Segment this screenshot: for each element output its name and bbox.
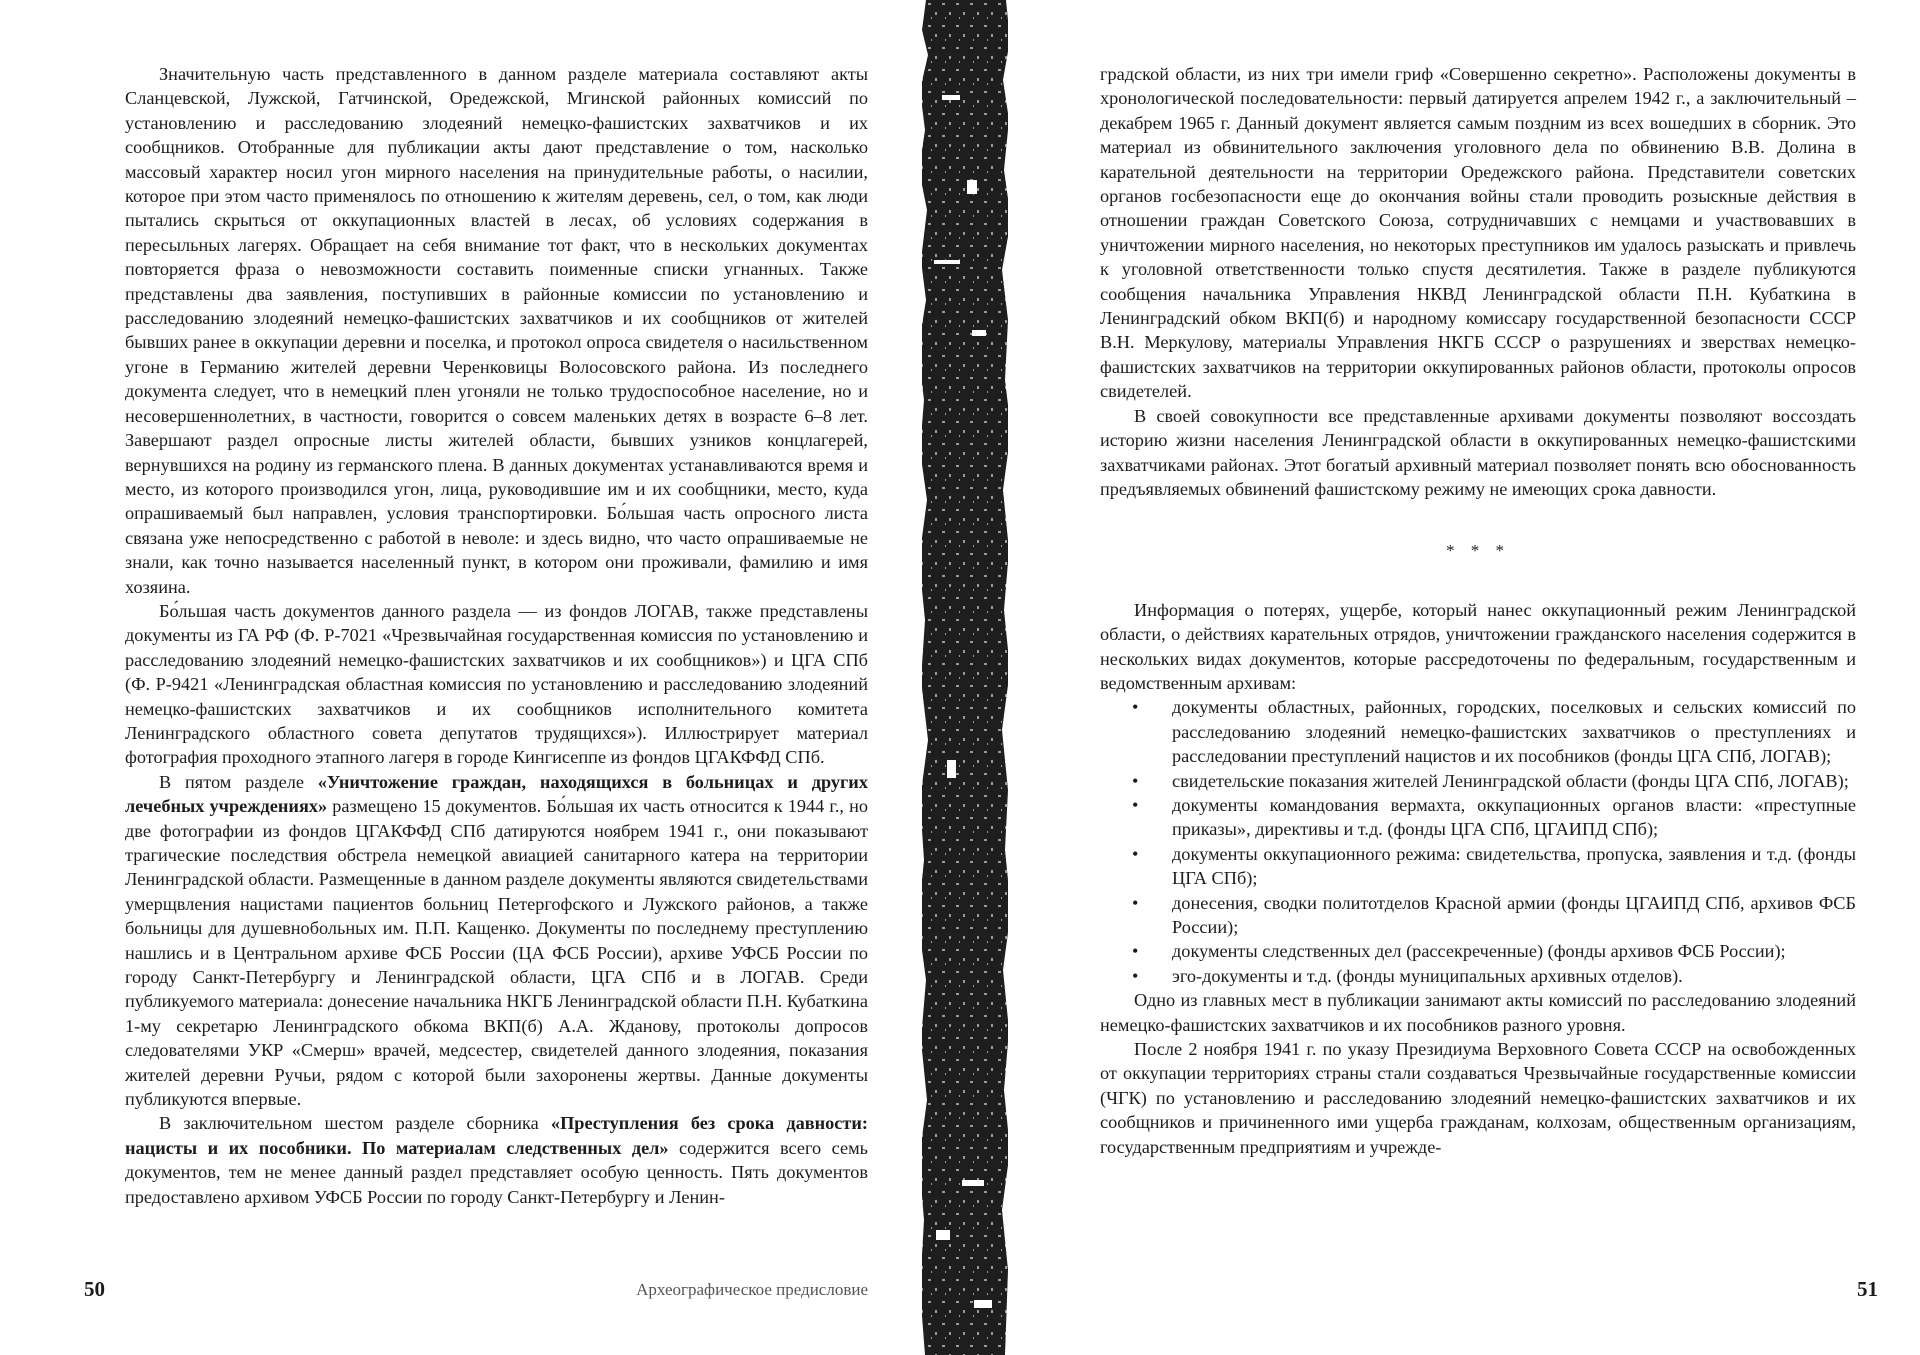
document-type-list [1100,695,1856,988]
page-number-right: 51 [1857,1277,1878,1301]
paragraph-text: размещено 15 документов. Бо́льшая их часть относится к 1944 г., но две фотографии из фондов ЦГАКФФД СПб датируются ноябрем 1941 г., они показывают трагические последствия обстрела немецкой авиацией санитарного катера на территории Ленинградской области. Размещенные в данном разделе документы являются свидетельствами умерщвления нацистами пациентов больниц Петергофского и Лужского районов, а также больницы для душевнобольных им. П.П. Кащенко. Документы по последнему преступлению нашлись и в Центральном архиве ФСБ России (ЦА ФСБ России), архиве УФСБ России по городу Санкт-Петербургу и Ленинградской области, ЦГА СПб и в ЛОГАВ. Среди публикуемого материала: донесение начальника НКГБ Ленинградской области П.Н. Кубаткина 1-му секретарю Ленинградского обкома ВКП(б) А.А. Жданову, протоколы допросов следователями УКР «Смерш» врачей, медсестер, свидетелей данного злодеяния, показания жителей деревни Ручьи, рядом с которой были захоронены жертвы. Данные документы публикуются впервые. [125,796,868,1110]
list-item: • свидетельские показания жителей Ленинградской области (фонды ЦГА СПб, ЛОГАВ); [1172,769,1856,793]
section-title-bold: «Уничтожение граждан, находящихся в больницах и других лечебных учреждениях» [125,771,868,817]
paragraph-section-five [125,770,868,1112]
paragraph: Значительную часть представленного в данном разделе материала составляют акты Сланцевской, Лужской, Гатчинской, Оредежской, Мгинской районных комиссий по установлению и расследованию злодеяний немецко-фашистских захватчиков и их сообщников. Отобранные для публикации акты дают представление о том, насколько массовый характер носил угон мирного населения на принудительные работы, о насилии, которое при этом часто применялось по отношению к жителям деревень, сел, о том, как люди пытались скрыться от оккупационных властей в лесах, об условиях содержания в пересыльных лагерях. Обращает на себя внимание тот факт, что в нескольких документах повторяется фраза о невозможности составить поименные списки угнанных. Также представлены два заявления, поступивших в районные комиссии по установлению и расследованию злодеяний немецко-фашистских захватчиков и их сообщников от жителей бывших ранее в оккупации деревни и поселка, и протокол опроса свидетеля о насильственном угоне в Германию жителей деревни Черенковицы Волосовского района. Из последнего документа следует, что в немецкий плен угоняли не только трудоспособное население, но и несовершеннолетних, в частности, говорится о совсем маленьких детях в возрасте 6–8 лет. Завершают раздел опросные листы жителей области, бывших узников концлагерей, вернувшихся на родину из германского плена. В данных документах устанавливаются время и место, из которого производился угон, лица, руководившие им и их сообщники, место, куда опрашиваемый был направлен, условия транспортировки. Бо́льшая часть опросного листа связана уже непосредственно с работой в неволе: и здесь видно, что часто опрашиваемые не знали, как точно называется населенный пункт, в котором они проживали, фамилию и имя хозяина. [125,64,868,597]
section-separator: * * * [1446,541,1510,561]
running-head: Археографическое предисловие [636,1280,868,1299]
list-item: • документы областных, районных, городских, поселковых и сельских комиссий по расследованию злодеяний немецко-фашистских захватчиков о преступлениях и расследовании преступлений нацистов и их пособников (фонды ЦГА СПб, ЛОГАВ); [1172,695,1856,768]
left-text-column [125,62,868,1209]
page-number-left: 50 [84,1277,105,1301]
paragraph-section-six [125,1111,868,1209]
list-item: • документы командования вермахта, оккупационных органов власти: «преступные приказы», директивы и т.д. (фонды ЦГА СПб, ЦГАИПД СПб); [1172,793,1856,842]
list-item: • документы оккупационного режима: свидетельства, пропуска, заявления и т.д. (фонды ЦГА СПб); [1172,842,1856,891]
list-item: • документы следственных дел (рассекреченные) (фонды архивов ФСБ России); [1172,939,1856,963]
list-item: • эго-документы и т.д. (фонды муниципальных архивных отделов). [1172,964,1856,988]
paragraph-text: В заключительном шестом разделе сборника [159,1113,551,1134]
paragraph: Бо́льшая часть документов данного раздела — из фондов ЛОГАВ, также представлены документы из ГА РФ (Ф. Р-7021 «Чрезвычайная государственная комиссия по установлению и расследованию злодеяний немецко-фашистских захватчиков и их сообщников») и ЦГА СПб (Ф. Р-9421 «Ленинградская областная комиссия по установлению и расследованию злодеяний немецко-фашистских захватчиков и их сообщников исполнительного комитета Ленинградского областного совета депутатов трудящихся»). Иллюстрирует материал фотография проходного этапного лагеря в городе Кингисеппе из фондов ЦГАКФФД СПб. [125,600,868,768]
paragraph: Информация о потерях, ущербе, который нанес оккупационный режим Ленинградской области, о действиях карательных отрядов, уничтожении гражданского населения содержится в нескольких видах документов, которые рассредоточены по федеральным, государственным и ведомственным архивам: [1100,599,1856,693]
right-page [1016,0,1920,1355]
left-page [0,0,912,1355]
paragraph: Одно из главных мест в публикации занимают акты комиссий по расследованию злодеяний немецко-фашистских захватчиков и их пособников разного уровня. [1100,990,1856,1035]
paragraph-continued: градской области, из них три имели гриф «Совершенно секретно». Расположены документы в хронологической последовательности: первый датируется апрелем 1942 г., а заключительный – декабрем 1965 г. Данный документ является самым поздним из всех вошедших в сборник. Это материал из обвинительного заключения уголовного дела по обвинению В.В. Долина в карательной деятельности на территории Оредежского района. Представители советских органов госбезопасности еще до окончания войны стали проводить розыскные действия в отношении граждан Советского Союза, сотрудничавших с немцами и участвовавших в уничтожении мирного населения, но некоторых преступников им удалось разыскать и привлечь к уголовной ответственности только спустя десятилетия. Также в разделе публикуются сообщения начальника Управления НКВД Ленинградской области П.Н. Кубаткина в Ленинградский обком ВКП(б) и народному комиссару государственной безопасности СССР В.Н. Меркулову, материалы Управления НКГБ СССР о разрушениях и зверствах немецко-фашистских захватчиков на территории оккупированных районов области, протоколы опросов свидетелей. [1100,64,1856,402]
list-item: • донесения, сводки политотделов Красной армии (фонды ЦГАИПД СПб, архивов ФСБ России); [1172,891,1856,940]
paragraph: После 2 ноября 1941 г. по указу Президиума Верховного Совета СССР на освобожденных от оккупации территориях страны стали создаваться Чрезвычайные государственные комиссии (ЧГК) по установлению и расследованию злодеяний немецко-фашистских захватчиков и их сообщников и причиненного ими ущерба гражданам, колхозам, общественным организациям, государственным предприятиям и учрежде- [1100,1039,1856,1157]
spine-decoration [912,0,1016,1355]
right-text-column [1100,62,1856,1159]
paragraph-text: содержится всего семь документов, тем не менее данный раздел представляет особую ценность. Пять документов предоставлено архивом УФСБ России по городу Санкт-Петербургу и Ленин- [125,1137,868,1207]
paragraph-text: В пятом разделе [159,771,318,792]
paragraph: В своей совокупности все представленные архивами документы позволяют воссоздать историю жизни населения Ленинградской области в оккупированных немецко-фашистскими захватчиками районах. Этот богатый архивный материал позволяет понять всю обоснованность предъявляемых обвинений фашистскому режиму не имеющих срока давности. [1100,405,1856,499]
section-title-bold: «Преступления без срока давности: нацисты и их пособники. По материалам следственных дел» [125,1113,868,1158]
